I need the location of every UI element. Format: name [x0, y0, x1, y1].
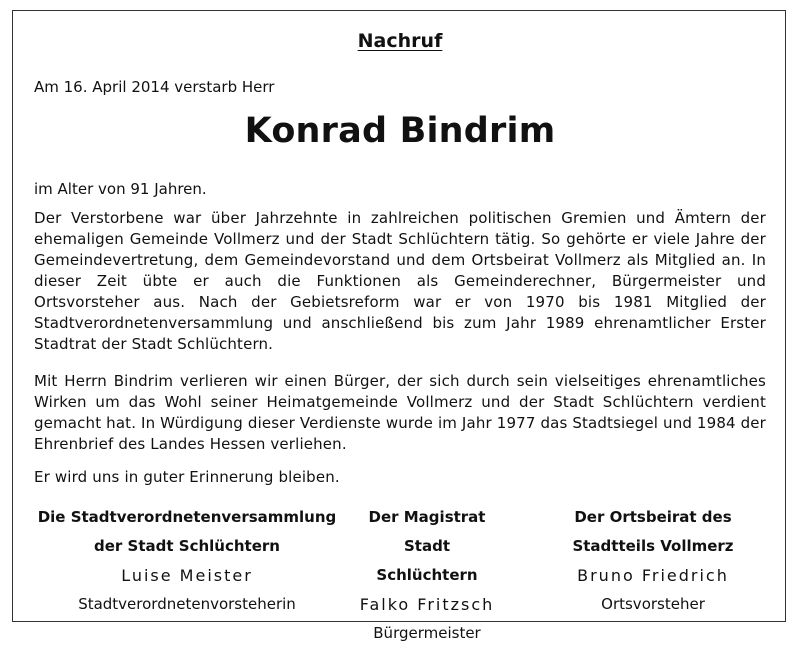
signature-org-line2: der Stadt Schlüchtern — [94, 537, 280, 555]
signature-role: Bürgermeister — [373, 624, 481, 642]
signature-org-line2: Stadtteils Vollmerz — [572, 537, 734, 555]
signature-org-line1: Der Magistrat — [368, 508, 486, 526]
signature-magistrate — [352, 503, 502, 648]
paragraph-career: Der Verstorbene war über Jahrzehnte in zahlreichen politischen Gremien und Ämtern der ehemaligen Gemeinde Vollmerz und der Stadt Schlüchtern tätig. So gehörte er viele Jahre der Gemeindevertretung, dem Gemeindevorstand und dem Ortsbeirat Vollmerz als Mitglied an. In dieser Zeit übte er auch die Funktionen als Gemeinderechner, Bürgermeister und Ortsvorsteher aus. Nach der Gebietsreform war er von 1970 bis 1981 Mitglied der Stadtverordnetenversammlung und anschließend bis zum Jahr 1989 ehrenamtlicher Erster Stadtrat der Stadt Schlüchtern. — [34, 209, 766, 353]
age-line: im Alter von 91 Jahren. — [34, 180, 207, 198]
signature-local-council — [555, 503, 751, 619]
signature-council — [28, 503, 346, 619]
intro-line: Am 16. April 2014 verstarb Herr — [34, 78, 275, 96]
signature-role: Stadtverordnetenvorsteherin — [78, 595, 296, 613]
signature-org-line1: Der Ortsbeirat des — [574, 508, 732, 526]
signature-person: Luise Meister — [121, 566, 253, 585]
paragraph-closing: Er wird uns in guter Erinnerung bleiben. — [34, 468, 340, 486]
signature-role: Ortsvorsteher — [601, 595, 705, 613]
signature-person: Falko Fritzsch — [359, 595, 495, 614]
signature-org-line2: Stadt Schlüchtern — [376, 537, 478, 584]
signature-org-line1: Die Stadtverordnetenversammlung — [37, 508, 337, 526]
signature-person: Bruno Friedrich — [577, 566, 729, 585]
deceased-name: Konrad Bindrim — [244, 111, 556, 151]
notice-heading: Nachruf — [357, 30, 443, 52]
paragraph-tribute: Mit Herrn Bindrim verlieren wir einen Bürger, der sich durch sein vielseitiges ehrenamtliches Wirken um das Wohl seiner Heimatgemeinde Vollmerz und der Stadt Schlüchtern verdient gemacht hat. In Würdigung dieser Verdienste wurde im Jahr 1977 das Stadtsiegel und 1984 der Ehrenbrief des Landes Hessen verliehen. — [34, 372, 766, 453]
